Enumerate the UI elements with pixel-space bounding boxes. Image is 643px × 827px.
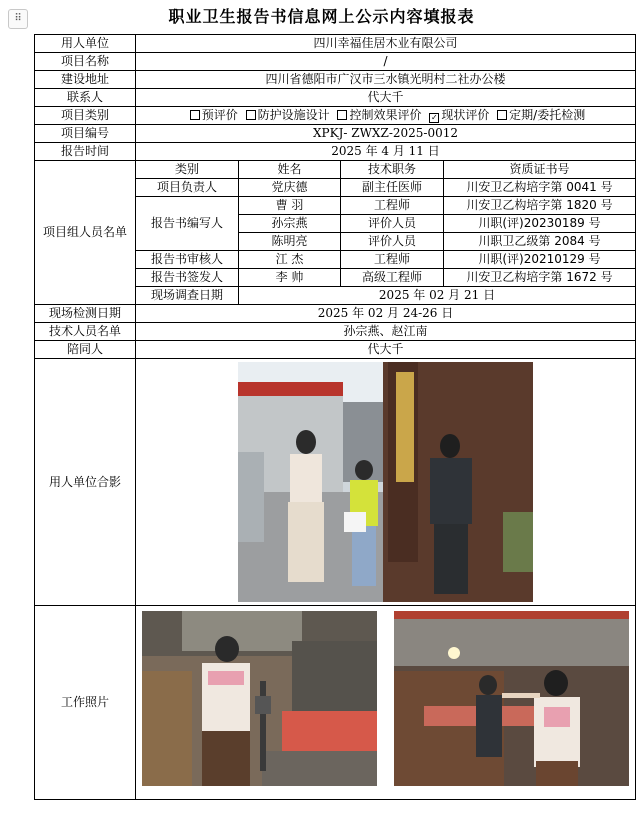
team-cert: 川安卫乙构培字第 0041 号 (444, 179, 636, 197)
team-name: 孙宗燕 (239, 215, 341, 233)
team-title: 高级工程师 (341, 269, 444, 287)
row-project-no (35, 125, 636, 143)
group-photo-label: 用人单位合影 (35, 359, 136, 606)
project-name-value: / (136, 53, 636, 71)
row-group-photo (35, 359, 636, 606)
contact-label: 联系人 (35, 89, 136, 107)
row-escort (35, 341, 636, 359)
work-photo-label: 工作照片 (35, 606, 136, 800)
employer-label: 用人单位 (35, 35, 136, 53)
work-photo-1 (142, 611, 377, 786)
info-table (34, 34, 636, 800)
checkbox-pre-eval[interactable] (190, 110, 200, 120)
project-no-value: XPKJ- ZWXZ-2025-0012 (136, 125, 636, 143)
checkbox-periodic-test[interactable] (497, 110, 507, 120)
team-name: 曹 羽 (239, 197, 341, 215)
tech-staff-label: 技术人员名单 (35, 323, 136, 341)
team-title: 工程师 (341, 197, 444, 215)
project-type-options (136, 107, 636, 125)
row-report-time (35, 143, 636, 161)
team-category: 项目负责人 (136, 179, 239, 197)
team-header-name: 姓名 (239, 161, 341, 179)
option-pre-eval: 预评价 (201, 108, 238, 122)
team-header-row (35, 161, 636, 179)
survey-date-label: 现场调查日期 (136, 287, 239, 305)
team-name: 江 杰 (239, 251, 341, 269)
contact-value: 代大千 (136, 89, 636, 107)
row-tech-staff (35, 323, 636, 341)
escort-value: 代大千 (136, 341, 636, 359)
team-label: 项目组人员名单 (35, 161, 136, 305)
report-time-label: 报告时间 (35, 143, 136, 161)
survey-date-value: 2025 年 02 月 21 日 (239, 287, 636, 305)
team-cert: 川职(评)20230189 号 (444, 215, 636, 233)
checkbox-status-eval[interactable]: ✓ (430, 113, 438, 122)
test-date-label: 现场检测日期 (35, 305, 136, 323)
row-address (35, 71, 636, 89)
row-employer (35, 35, 636, 53)
row-project-name (35, 53, 636, 71)
employer-value: 四川幸福佳居木业有限公司 (136, 35, 636, 53)
option-control-eval: 控制效果评价 (349, 108, 422, 122)
page-title: 职业卫生报告书信息网上公示内容填报表 (168, 7, 475, 26)
team-name: 陈明亮 (239, 233, 341, 251)
checkbox-protection-design[interactable] (246, 110, 256, 120)
row-contact (35, 89, 636, 107)
team-header-title: 技术职务 (341, 161, 444, 179)
address-label: 建设地址 (35, 71, 136, 89)
team-title: 评价人员 (341, 233, 444, 251)
address-value: 四川省德阳市广汉市三水镇光明村二社办公楼 (136, 71, 636, 89)
row-test-date (35, 305, 636, 323)
team-name: 党庆德 (239, 179, 341, 197)
group-photo-image (238, 362, 533, 602)
work-photo-1-image (142, 611, 377, 786)
team-category: 报告书审核人 (136, 251, 239, 269)
team-header-cert: 资质证书号 (444, 161, 636, 179)
team-cert: 川职卫乙级第 2084 号 (444, 233, 636, 251)
team-cert: 川安卫乙构培字第 1672 号 (444, 269, 636, 287)
work-photo-2-image (394, 611, 629, 786)
group-photo-cell (136, 359, 636, 606)
team-name: 李 帅 (239, 269, 341, 287)
project-no-label: 项目编号 (35, 125, 136, 143)
row-project-type (35, 107, 636, 125)
team-category: 报告书编写人 (136, 197, 239, 251)
team-cert: 川安卫乙构培字第 1820 号 (444, 197, 636, 215)
work-photo-2 (394, 611, 629, 786)
team-cert: 川职(评)20210129 号 (444, 251, 636, 269)
work-photo-cell (136, 606, 636, 800)
project-type-label: 项目类别 (35, 107, 136, 125)
checkbox-control-eval[interactable] (337, 110, 347, 120)
project-name-label: 项目名称 (35, 53, 136, 71)
team-header-category: 类别 (136, 161, 239, 179)
report-time-value: 2025 年 4 月 11 日 (136, 143, 636, 161)
escort-label: 陪同人 (35, 341, 136, 359)
team-title: 评价人员 (341, 215, 444, 233)
drag-handle-icon[interactable]: ⠿ (8, 9, 28, 29)
test-date-value: 2025 年 02 月 24-26 日 (136, 305, 636, 323)
team-category: 报告书签发人 (136, 269, 239, 287)
team-title: 副主任医师 (341, 179, 444, 197)
option-periodic-test: 定期/委托检测 (509, 108, 586, 122)
row-work-photo (35, 606, 636, 800)
option-protection-design: 防护设施设计 (257, 108, 330, 122)
option-status-eval: 现状评价 (441, 108, 490, 122)
team-title: 工程师 (341, 251, 444, 269)
tech-staff-value: 孙宗燕、赵江南 (136, 323, 636, 341)
group-photo (238, 362, 533, 602)
